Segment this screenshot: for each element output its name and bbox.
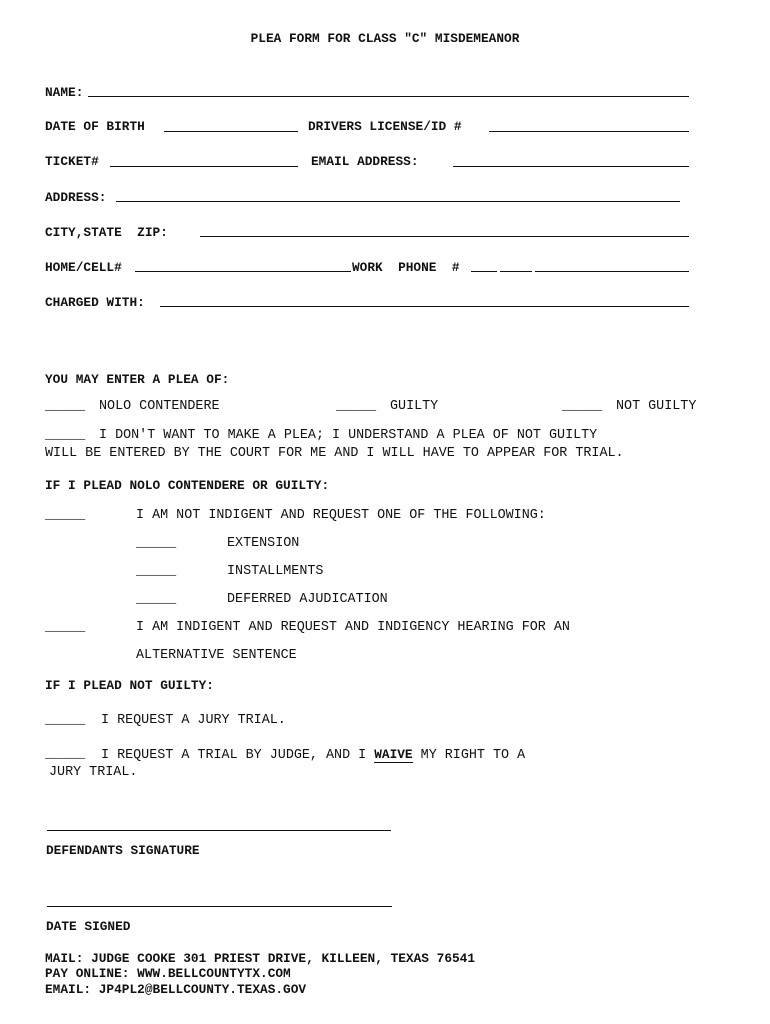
indigent-blank[interactable]: _____	[45, 620, 86, 635]
email-address-link[interactable]: EMAIL: JP4PL2@BELLCOUNTY.TEXAS.GOV	[45, 982, 307, 997]
charged-label: CHARGED WITH:	[45, 295, 145, 310]
dob-field[interactable]	[164, 131, 298, 132]
name-field[interactable]	[88, 96, 689, 97]
signature-label: DEFENDANTS SIGNATURE	[46, 843, 200, 858]
email-field[interactable]	[453, 166, 689, 167]
extension-label: EXTENSION	[227, 536, 300, 551]
date-signed-field[interactable]	[47, 906, 392, 907]
judge-trial-label	[101, 747, 525, 764]
address-label: ADDRESS:	[45, 190, 107, 205]
waive-emphasis: WAIVE	[374, 747, 413, 762]
plea-heading: YOU MAY ENTER A PLEA OF:	[45, 372, 230, 387]
charged-field[interactable]	[160, 306, 689, 307]
pay-online-link[interactable]: PAY ONLINE: WWW.BELLCOUNTYTX.COM	[45, 966, 291, 981]
guilty-label: GUILTY	[390, 399, 439, 414]
not-indigent-blank[interactable]: _____	[45, 508, 86, 523]
not-guilty-section-heading: IF I PLEAD NOT GUILTY:	[45, 678, 214, 693]
no-plea-blank[interactable]: _____	[45, 428, 86, 443]
work-phone-number-field[interactable]	[535, 271, 689, 272]
judge-trial-label-line2: JURY TRIAL.	[49, 765, 138, 780]
deferred-blank[interactable]: _____	[136, 592, 177, 607]
mail-address: MAIL: JUDGE COOKE 301 PRIEST DRIVE, KILLEEN, TEXAS 76541	[45, 951, 476, 966]
guilty-blank[interactable]: _____	[336, 399, 377, 414]
nolo-label: NOLO CONTENDERE	[99, 399, 220, 414]
indigent-label-line2: ALTERNATIVE SENTENCE	[136, 648, 297, 663]
form-title: PLEA FORM FOR CLASS "C" MISDEMEANOR	[250, 31, 520, 46]
judge-trial-text-pre: I REQUEST A TRIAL BY JUDGE, AND I	[101, 748, 375, 763]
dl-field[interactable]	[489, 131, 689, 132]
installments-label: INSTALLMENTS	[227, 564, 324, 579]
city-label: CITY,STATE ZIP:	[45, 225, 168, 240]
home-phone-label: HOME/CELL#	[45, 260, 122, 275]
name-label: NAME:	[45, 85, 84, 100]
dob-label: DATE OF BIRTH	[45, 119, 145, 134]
ticket-label: TICKET#	[45, 154, 99, 169]
date-signed-label: DATE SIGNED	[46, 919, 131, 934]
indigent-label-line1: I AM INDIGENT AND REQUEST AND INDIGENCY HEARING FOR AN	[136, 620, 570, 635]
deferred-label: DEFERRED AJUDICATION	[227, 592, 388, 607]
work-phone-label: WORK PHONE #	[352, 260, 460, 275]
dl-label: DRIVERS LICENSE/ID #	[308, 119, 462, 134]
ticket-field[interactable]	[110, 166, 298, 167]
jury-trial-blank[interactable]: _____	[45, 713, 86, 728]
email-label: EMAIL ADDRESS:	[311, 154, 419, 169]
jury-trial-label: I REQUEST A JURY TRIAL.	[101, 713, 286, 728]
work-phone-prefix-field[interactable]	[500, 271, 532, 272]
judge-trial-text-post: MY RIGHT TO A	[412, 748, 526, 763]
no-plea-text-line1: I DON'T WANT TO MAKE A PLEA; I UNDERSTAND A PLEA OF NOT GUILTY	[99, 428, 598, 443]
address-field[interactable]	[116, 201, 680, 202]
not-guilty-blank[interactable]: _____	[562, 399, 603, 414]
no-plea-text-line2: WILL BE ENTERED BY THE COURT FOR ME AND I WILL HAVE TO APPEAR FOR TRIAL.	[45, 446, 624, 461]
judge-trial-blank[interactable]: _____	[45, 747, 86, 762]
nolo-blank[interactable]: _____	[45, 399, 86, 414]
extension-blank[interactable]: _____	[136, 536, 177, 551]
not-guilty-label: NOT GUILTY	[616, 399, 697, 414]
city-field[interactable]	[200, 236, 689, 237]
nolo-section-heading: IF I PLEAD NOLO CONTENDERE OR GUILTY:	[45, 478, 330, 493]
home-phone-field[interactable]	[135, 271, 351, 272]
work-phone-area-field[interactable]	[471, 271, 497, 272]
installments-blank[interactable]: _____	[136, 564, 177, 579]
not-indigent-label: I AM NOT INDIGENT AND REQUEST ONE OF THE FOLLOWING:	[136, 508, 546, 523]
signature-field[interactable]	[47, 830, 391, 831]
